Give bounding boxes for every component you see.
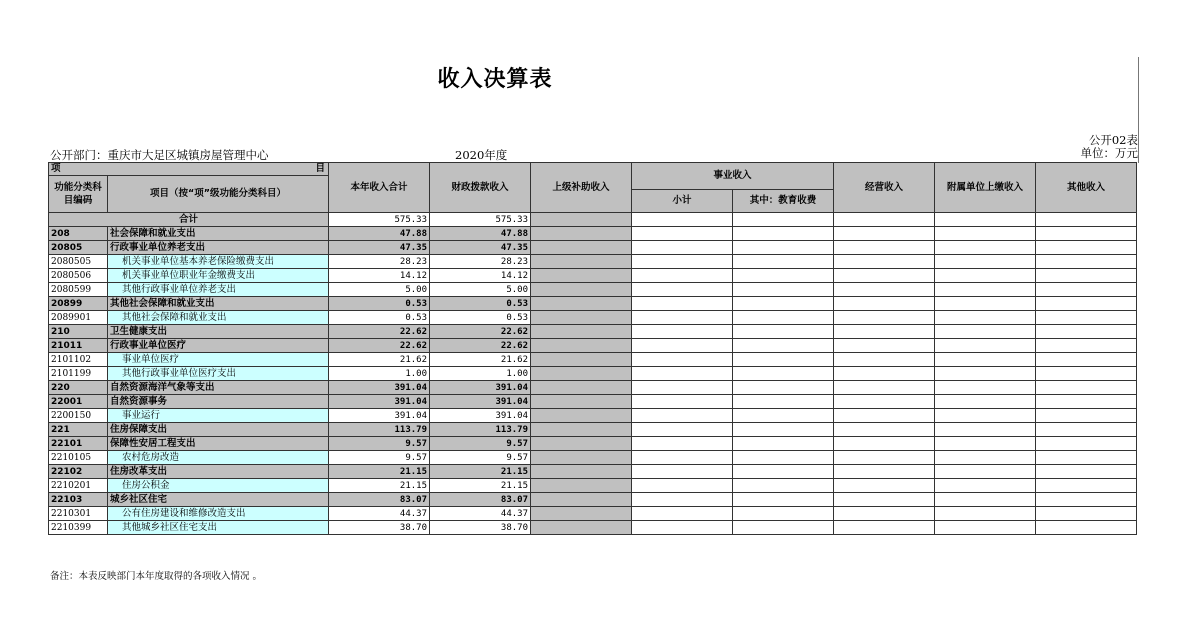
cell-empty [935,367,1036,381]
cell-empty [834,213,935,227]
cell-empty [632,521,733,535]
cell-empty [632,297,733,311]
row-fiscal: 22.62 [430,339,531,353]
table-row [49,423,1137,437]
cell-empty [531,521,632,535]
cell-empty [531,227,632,241]
row-fiscal: 38.70 [430,521,531,535]
income-table [48,162,1137,535]
row-name: 自然资源事务 [108,395,329,409]
cell-empty [834,493,935,507]
cell-empty [1036,395,1137,409]
header-operating: 经营收入 [834,163,935,213]
cell-empty [632,493,733,507]
row-code: 2089901 [49,311,108,325]
cell-empty [1036,227,1137,241]
cell-empty [935,297,1036,311]
table-row [49,227,1137,241]
row-code: 2080505 [49,255,108,269]
cell-empty [935,437,1036,451]
cell-empty [733,213,834,227]
row-fiscal: 1.00 [430,367,531,381]
row-code: 22102 [49,465,108,479]
row-name: 农村危房改造 [108,451,329,465]
cell-empty [531,297,632,311]
header-business: 事业收入 [632,163,834,190]
header-affiliated: 附属单位上缴收入 [935,163,1036,213]
row-name: 事业单位医疗 [108,353,329,367]
row-name: 机关事业单位职业年金缴费支出 [108,269,329,283]
row-name: 城乡社区住宅 [108,493,329,507]
row-fiscal: 113.79 [430,423,531,437]
department-label: 公开部门：重庆市大足区城镇房屋管理中心 [50,148,269,162]
row-name: 事业运行 [108,409,329,423]
header-total: 本年收入合计 [329,163,430,213]
cell-empty [1036,479,1137,493]
row-code: 2210201 [49,479,108,493]
row-name: 其他城乡社区住宅支出 [108,521,329,535]
cell-empty [632,269,733,283]
cell-empty [935,395,1036,409]
cell-empty [834,297,935,311]
cell-empty [632,213,733,227]
table-row [49,269,1137,283]
page-title: 收入决算表 [437,67,553,92]
row-fiscal: 21.15 [430,479,531,493]
table-row [49,437,1137,451]
cell-empty [531,423,632,437]
row-name: 行政事业单位养老支出 [108,241,329,255]
cell-empty [733,521,834,535]
cell-empty [632,325,733,339]
row-name: 自然资源海洋气象等支出 [108,381,329,395]
row-fiscal: 44.37 [430,507,531,521]
total-amount: 575.33 [329,213,430,227]
cell-empty [1036,367,1137,381]
table-row [49,381,1137,395]
row-code: 20805 [49,241,108,255]
cell-empty [733,409,834,423]
row-total: 21.62 [329,353,430,367]
cell-empty [531,325,632,339]
header-fiscal: 财政拨款收入 [430,163,531,213]
cell-empty [1036,381,1137,395]
row-total: 9.57 [329,437,430,451]
table-row [49,353,1137,367]
total-label: 合计 [49,213,329,227]
row-fiscal: 14.12 [430,269,531,283]
cell-empty [531,493,632,507]
header-xiang: 项 [51,163,61,174]
cell-empty [632,451,733,465]
cell-empty [935,409,1036,423]
cell-empty [935,423,1036,437]
row-code: 2080599 [49,283,108,297]
row-code: 2210399 [49,521,108,535]
row-total: 5.00 [329,283,430,297]
row-fiscal: 0.53 [430,311,531,325]
cell-empty [834,423,935,437]
header-code: 功能分类科目编码 [49,176,108,213]
cell-empty [834,353,935,367]
row-fiscal: 0.53 [430,297,531,311]
table-row [49,311,1137,325]
row-total: 38.70 [329,521,430,535]
table-row [49,297,1137,311]
row-total: 83.07 [329,493,430,507]
row-code: 22001 [49,395,108,409]
cell-empty [531,353,632,367]
cell-empty [733,325,834,339]
row-fiscal: 22.62 [430,325,531,339]
row-total: 44.37 [329,507,430,521]
cell-empty [531,451,632,465]
row-fiscal: 47.88 [430,227,531,241]
cell-empty [834,479,935,493]
cell-empty [1036,311,1137,325]
row-fiscal: 391.04 [430,381,531,395]
header-name: 项目（按“项”级功能分类科目） [108,176,329,213]
row-fiscal: 47.35 [430,241,531,255]
cell-empty [834,255,935,269]
cell-empty [1036,465,1137,479]
cell-empty [1036,297,1137,311]
cell-empty [733,395,834,409]
cell-empty [834,437,935,451]
row-total: 391.04 [329,395,430,409]
cell-empty [531,465,632,479]
total-row [49,213,1137,227]
cell-empty [935,213,1036,227]
cell-empty [935,451,1036,465]
cell-empty [834,451,935,465]
row-fiscal: 21.62 [430,353,531,367]
cell-empty [632,367,733,381]
cell-empty [935,311,1036,325]
cell-empty [1036,213,1137,227]
row-name: 保障性安居工程支出 [108,437,329,451]
row-fiscal: 5.00 [430,283,531,297]
cell-empty [632,353,733,367]
total-fiscal: 575.33 [430,213,531,227]
form-number: 公开02表 [1088,133,1138,147]
cell-empty [733,423,834,437]
row-code: 2080506 [49,269,108,283]
cell-empty [935,521,1036,535]
cell-empty [935,283,1036,297]
cell-empty [733,227,834,241]
cell-empty [531,311,632,325]
row-fiscal: 9.57 [430,437,531,451]
cell-empty [1036,255,1137,269]
cell-empty [733,297,834,311]
cell-empty [531,283,632,297]
cell-empty [733,241,834,255]
cell-empty [1036,241,1137,255]
row-total: 47.88 [329,227,430,241]
cell-empty [935,465,1036,479]
cell-empty [935,479,1036,493]
header-subtotal: 小计 [632,190,733,213]
cell-empty [632,395,733,409]
cell-empty [632,381,733,395]
row-total: 47.35 [329,241,430,255]
table-row [49,409,1137,423]
cell-empty [632,241,733,255]
row-total: 22.62 [329,325,430,339]
cell-empty [935,493,1036,507]
cell-empty [834,241,935,255]
cell-empty [1036,423,1137,437]
row-name: 其他行政事业单位养老支出 [108,283,329,297]
header-mu: 目 [315,163,325,174]
cell-empty [1036,283,1137,297]
cell-empty [935,325,1036,339]
cell-empty [834,521,935,535]
row-code: 22101 [49,437,108,451]
cell-empty [632,339,733,353]
row-code: 208 [49,227,108,241]
row-total: 21.15 [329,465,430,479]
row-code: 2210301 [49,507,108,521]
cell-empty [1036,353,1137,367]
cell-empty [531,507,632,521]
table-row [49,507,1137,521]
cell-empty [1036,339,1137,353]
cell-empty [1036,269,1137,283]
cell-empty [531,437,632,451]
cell-empty [733,381,834,395]
row-total: 14.12 [329,269,430,283]
row-name: 社会保障和就业支出 [108,227,329,241]
cell-empty [935,339,1036,353]
cell-empty [531,479,632,493]
table-row [49,521,1137,535]
cell-empty [1036,325,1137,339]
cell-empty [834,507,935,521]
header-education: 其中：教育收费 [733,190,834,213]
row-name: 机关事业单位基本养老保险缴费支出 [108,255,329,269]
row-name: 住房保障支出 [108,423,329,437]
cell-empty [834,409,935,423]
row-code: 2210105 [49,451,108,465]
cell-empty [733,451,834,465]
footnote: 备注：本表反映部门本年度取得的各项收入情况 。 [50,571,263,582]
row-name: 其他社会保障和就业支出 [108,311,329,325]
table-row [49,367,1137,381]
cell-empty [1036,521,1137,535]
cell-empty [733,437,834,451]
row-total: 391.04 [329,381,430,395]
row-total: 113.79 [329,423,430,437]
row-total: 1.00 [329,367,430,381]
row-fiscal: 391.04 [430,395,531,409]
cell-empty [632,255,733,269]
cell-empty [733,507,834,521]
cell-empty [1036,409,1137,423]
cell-empty [733,493,834,507]
cell-empty [632,283,733,297]
cell-empty [733,353,834,367]
cell-empty [632,479,733,493]
row-total: 391.04 [329,409,430,423]
cell-empty [834,325,935,339]
cell-empty [531,339,632,353]
cell-empty [632,423,733,437]
row-code: 221 [49,423,108,437]
row-fiscal: 21.15 [430,465,531,479]
header-row-1 [49,163,1137,176]
row-code: 20899 [49,297,108,311]
year-label: 2020年度 [455,148,508,162]
cell-empty [935,269,1036,283]
cell-empty [531,409,632,423]
row-fiscal: 83.07 [430,493,531,507]
cell-empty [733,311,834,325]
header-xiang-mu [49,163,329,176]
cell-empty [935,241,1036,255]
table-row [49,241,1137,255]
cell-empty [531,213,632,227]
row-total: 22.62 [329,339,430,353]
cell-empty [531,255,632,269]
cell-empty [733,269,834,283]
row-total: 28.23 [329,255,430,269]
table-row [49,325,1137,339]
table-row [49,395,1137,409]
cell-empty [1036,493,1137,507]
cell-empty [733,255,834,269]
row-code: 210 [49,325,108,339]
row-code: 22103 [49,493,108,507]
cell-empty [531,381,632,395]
table-body [49,163,1137,535]
cell-empty [935,227,1036,241]
cell-empty [531,269,632,283]
row-name: 住房公积金 [108,479,329,493]
cell-empty [632,465,733,479]
table-row [49,255,1137,269]
cell-empty [935,381,1036,395]
cell-empty [733,283,834,297]
row-code: 2101199 [49,367,108,381]
row-total: 0.53 [329,297,430,311]
cell-empty [531,367,632,381]
cell-empty [733,339,834,353]
cell-empty [834,395,935,409]
row-name: 住房改革支出 [108,465,329,479]
cell-empty [834,311,935,325]
cell-empty [632,409,733,423]
cell-empty [935,353,1036,367]
header-superior: 上级补助收入 [531,163,632,213]
table-row [49,451,1137,465]
cell-empty [632,311,733,325]
cell-empty [1036,451,1137,465]
table-row [49,479,1137,493]
table-row [49,465,1137,479]
unit-label: 单位：万元 [1080,146,1138,160]
row-name: 其他社会保障和就业支出 [108,297,329,311]
row-code: 220 [49,381,108,395]
cell-empty [531,241,632,255]
cell-empty [834,339,935,353]
cell-empty [834,269,935,283]
cell-empty [834,227,935,241]
row-name: 公有住房建设和维修改造支出 [108,507,329,521]
cell-empty [935,507,1036,521]
row-code: 2101102 [49,353,108,367]
divider-line [1138,57,1139,163]
cell-empty [1036,437,1137,451]
row-fiscal: 391.04 [430,409,531,423]
row-fiscal: 9.57 [430,451,531,465]
row-name: 行政事业单位医疗 [108,339,329,353]
row-total: 21.15 [329,479,430,493]
row-total: 9.57 [329,451,430,465]
cell-empty [733,479,834,493]
row-total: 0.53 [329,311,430,325]
cell-empty [834,381,935,395]
table-row [49,339,1137,353]
cell-empty [632,507,733,521]
cell-empty [531,395,632,409]
form-meta [1081,134,1139,160]
cell-empty [834,283,935,297]
cell-empty [632,227,733,241]
row-name: 其他行政事业单位医疗支出 [108,367,329,381]
row-name: 卫生健康支出 [108,325,329,339]
cell-empty [834,465,935,479]
cell-empty [632,437,733,451]
row-fiscal: 28.23 [430,255,531,269]
cell-empty [935,255,1036,269]
row-code: 21011 [49,339,108,353]
cell-empty [733,367,834,381]
cell-empty [733,465,834,479]
header-other: 其他收入 [1036,163,1137,213]
row-code: 2200150 [49,409,108,423]
cell-empty [1036,507,1137,521]
cell-empty [834,367,935,381]
table-row [49,283,1137,297]
table-row [49,493,1137,507]
